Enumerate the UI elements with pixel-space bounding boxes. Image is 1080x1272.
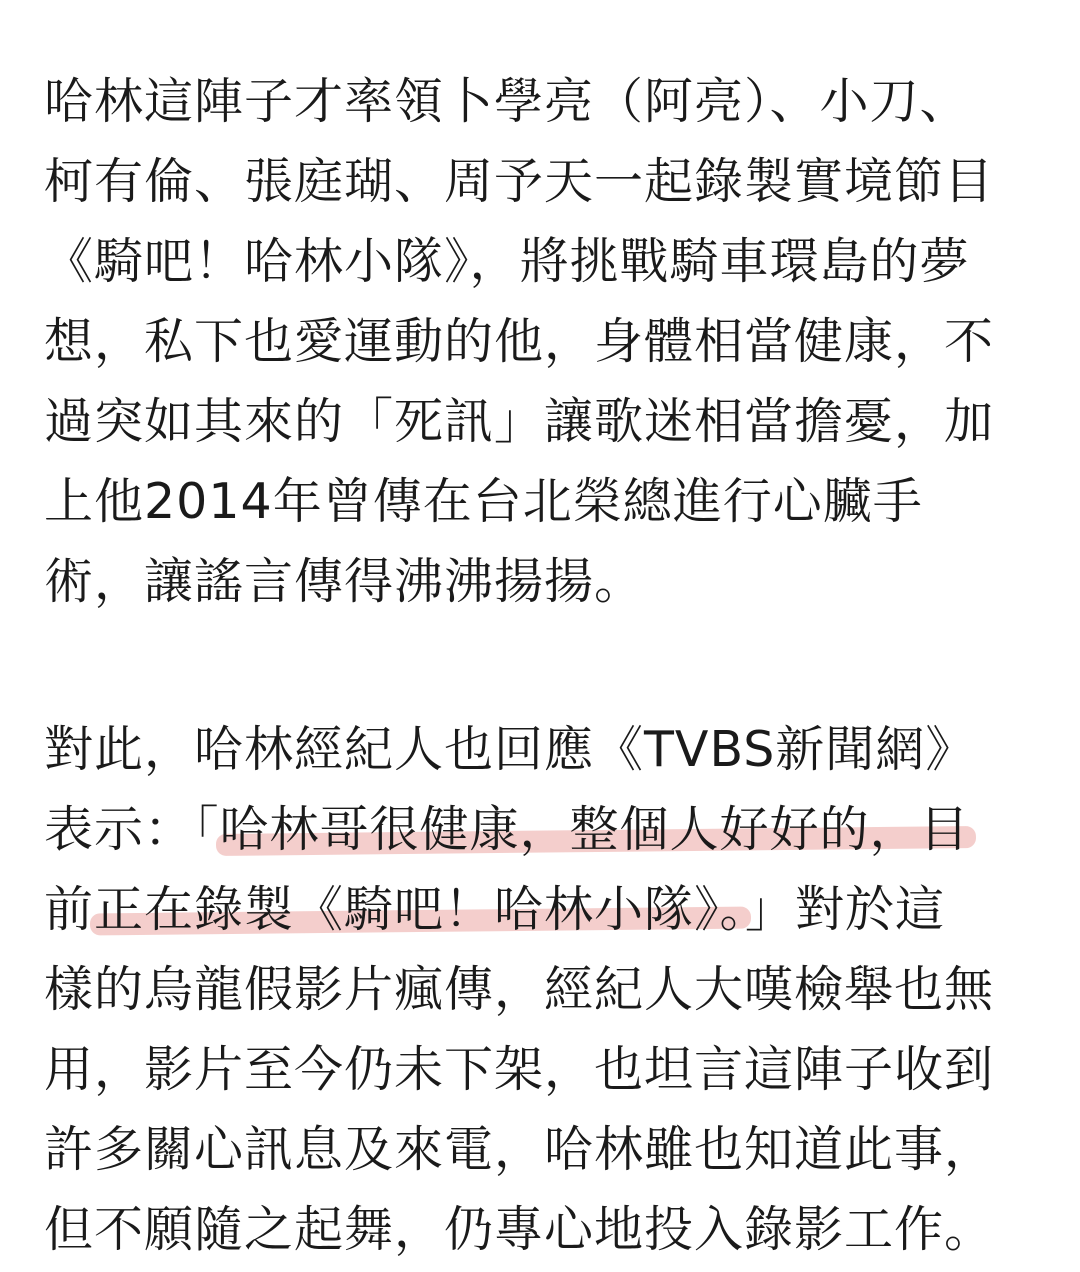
quote-lead-text: 表示：「 [44,801,220,858]
paragraph-1-line: 想，私下也愛運動的他，身體相當健康，不 [44,313,995,370]
paragraph-2-line: 用，影片至今仍未下架，也坦言這陣子收到 [44,1041,995,1098]
highlighted-quote: 正在錄製《騎吧！哈林小隊》。 [94,881,746,938]
paragraph-1-line: 過突如其來的「死訊」讓歌迷相當擔憂，加 [44,393,995,450]
paragraph-2-line: 許多關心訊息及來電，哈林雖也知道此事， [44,1121,995,1178]
paragraph-1 [44,62,1044,622]
paragraph-1-line: 《騎吧！哈林小隊》，將挑戰騎車環島的夢 [44,233,970,290]
paragraph-1-line: 柯有倫、張庭瑚、周予天一起錄製實境節目 [44,153,995,210]
paragraph-2-line [44,790,1044,870]
paragraph-2-line: 樣的烏龍假影片瘋傳，經紀人大嘆檢舉也無 [44,961,995,1018]
paragraph-1-line: 術，讓謠言傳得沸沸揚揚。 [44,553,645,610]
paragraph-2 [44,710,1044,1270]
paragraph-spacer [44,622,1044,710]
paragraph-2-line [44,870,1044,950]
paragraph-1-line: 哈林這陣子才率領卜學亮（阿亮）、小刀、 [44,73,970,130]
paragraph-1-line: 上他2014年曾傳在台北榮總進行心臟手 [44,473,923,530]
paragraph-2-line: 但不願隨之起舞，仍專心地投入錄影工作。 [44,1201,995,1258]
paragraph-2-line: 對此，哈林經紀人也回應《TVBS新聞網》 [44,721,976,778]
highlighted-quote: 哈林哥很健康，整個人好好的，目 [219,801,970,858]
quote-close-text: 」對於這 [745,881,946,938]
quote-continuation-text: 前 [44,881,95,938]
article-body [44,62,1044,1270]
